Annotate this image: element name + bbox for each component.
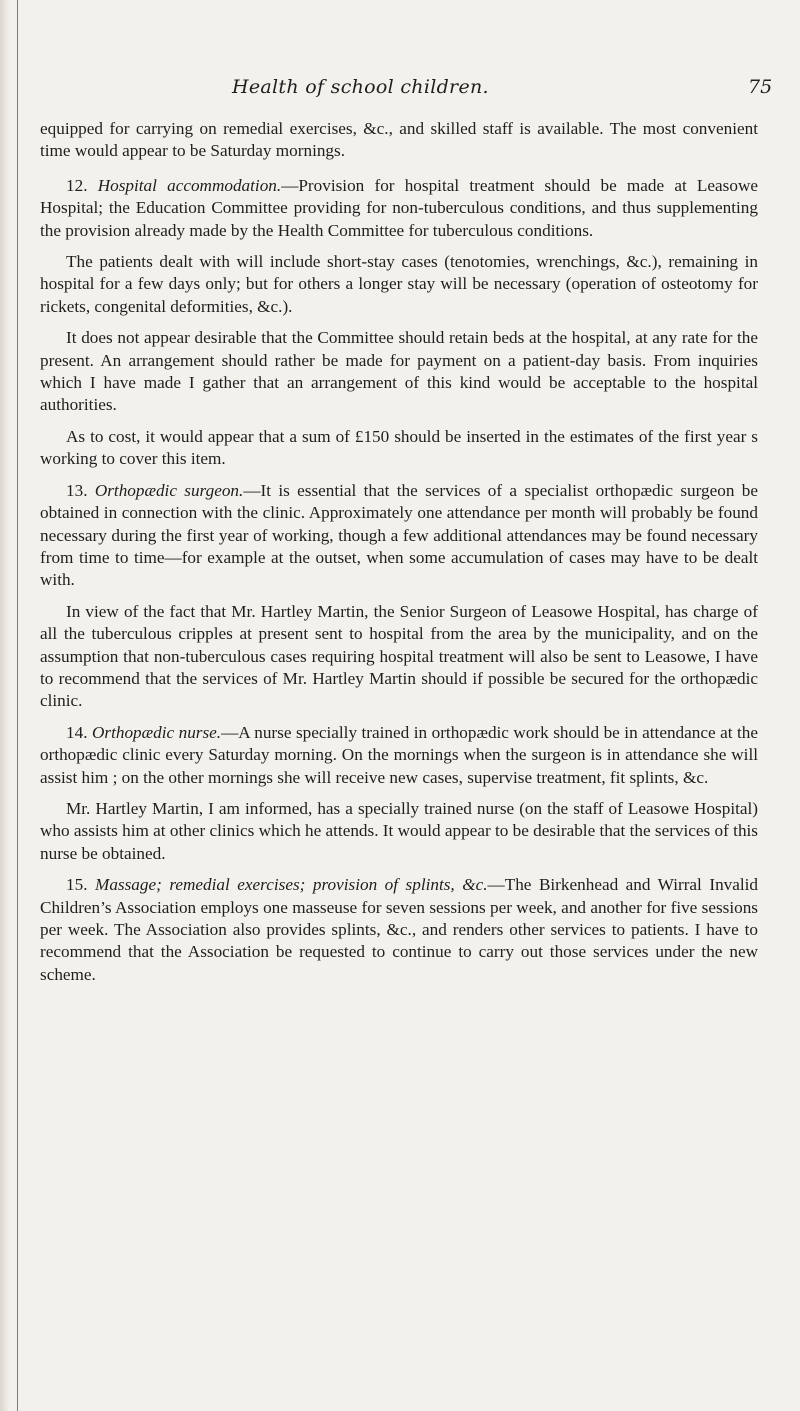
paragraph-orthopaedic-surgeon: 13. Orthopædic surgeon.—It is essential that the services of a specialist orthopædic surgeon be obtained in connection with the clinic. Approximately one attendance per month will probably be found necessary during the first year of working, though a few additional attendances may be found necessary from time to time—for example at the outset, when some accumulation of cases may have to be dealt with.	[40, 480, 759, 590]
paragraph-number: 12.	[66, 175, 88, 195]
paragraph-heading: Orthopædic surgeon.	[94, 480, 244, 500]
paragraph: Mr. Hartley Martin, I am informed, has a specially trained nurse (on the staff of Leasowe Hospital) who assists him at other clinics which he attends. It would appear to be desirable that the services of this nurse be obtained.	[40, 798, 758, 863]
paragraph-hospital-accommodation: 12. Hospital accommodation.—Provision for hospital treatment should be made at Leasowe Hospital; the Education Committee providing for non-tuberculous conditions, and thus supplementing the provision already made by the Health Committee for tuberculous conditions.	[40, 175, 758, 240]
paragraph-number: 14.	[66, 722, 88, 742]
running-title: Health of school children.	[232, 76, 489, 98]
paragraph-number: 13.	[66, 480, 88, 500]
page-number: 75	[748, 76, 773, 98]
paragraph-continuation: equipped for carrying on remedial exercises, &c., and skilled staff is available. The most convenient time would appear to be Saturday mornings.	[40, 119, 758, 161]
paragraph-heading: Massage; remedial exercises; provision of splints, &c.	[95, 875, 488, 895]
page-binding-line	[17, 0, 18, 1411]
page-header	[0, 76, 800, 106]
page-binding-shadow	[0, 0, 10, 1411]
paragraph-heading: Hospital accommodation.	[97, 175, 282, 195]
body-text	[40, 118, 758, 995]
paragraph-number: 15.	[66, 875, 88, 895]
paragraph: It does not appear desirable that the Committee should retain beds at the hospital, at any rate for the present. An arrangement should rather be made for payment on a patient-day basis. From inquiries which I have made I gather that an arrangement of this kind would be acceptable to the hospital authorities.	[40, 328, 758, 415]
paragraph-massage: 15. Massage; remedial exercises; provision of splints, &c.—The Birkenhead and Wirral Invalid Children’s Association employs one masseuse for seven sessions per week, and another for five sessions per week. The Association also provides splints, &c., and renders other services to patients. I have to recommend that the Association be requested to continue to carry out those services under the new scheme.	[40, 875, 759, 984]
paragraph-heading: Orthopædic nurse.	[91, 722, 222, 742]
paragraph: The patients dealt with will include short-stay cases (tenotomies, wrenchings, &c.), remaining in hospital for a few days only; but for others a longer stay will be necessary (operation of osteotomy for rickets, congenital deformities, &c.).	[40, 252, 758, 316]
paragraph-orthopaedic-nurse: 14. Orthopædic nurse.—A nurse specially trained in orthopædic work should be in attendance at the orthopædic clinic every Saturday morning. On the mornings when the surgeon is in attendance she will assist him ; on the other mornings she will receive new cases, supervise treatment, fit splints, &c.	[40, 722, 759, 787]
paragraph: As to cost, it would appear that a sum of £150 should be inserted in the estimates of the first year s working to cover this item.	[40, 426, 758, 469]
paragraph: In view of the fact that Mr. Hartley Martin, the Senior Surgeon of Leasowe Hospital, has charge of all the tuberculous cripples at present sent to hospital from the area by the municipality, and on the assumption that non-tuberculous cases requiring hospital treatment will also be sent to Leasowe, I have to recommend that the services of Mr. Hartley Martin should if possible be secured for the orthopædic clinic.	[40, 601, 758, 711]
